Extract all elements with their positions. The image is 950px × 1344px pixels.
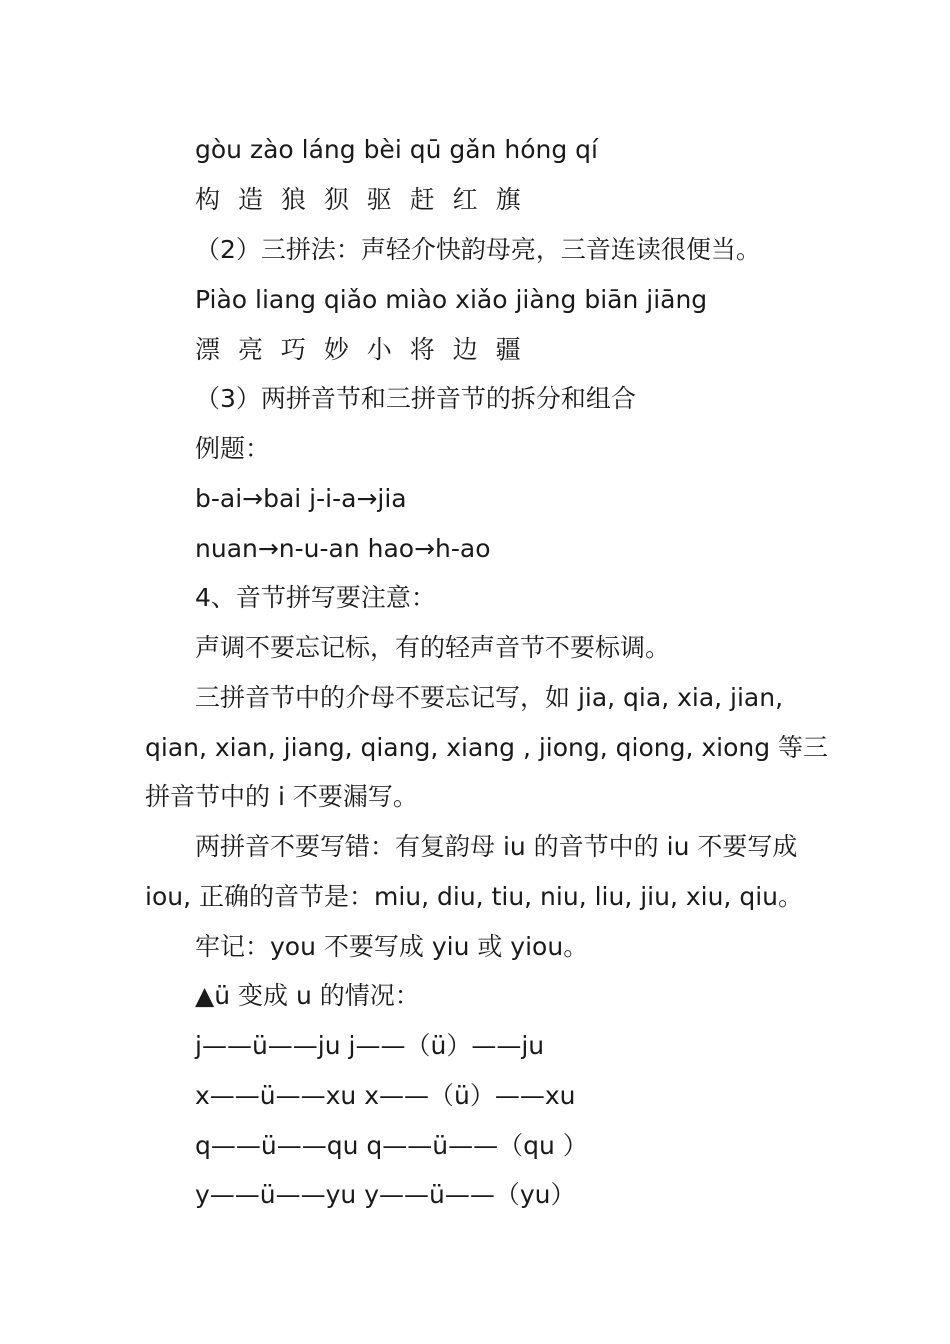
paragraph-iu-line-1: 两拼音不要写错：有复韵母 iu 的音节中的 iu 不要写成 bbox=[195, 832, 798, 861]
paragraph-medial-line-2: qian, xian, jiang, qiang, xiang , jiong, qiong, xiong 等三 bbox=[145, 733, 829, 762]
section-heading-2: （2）三拼法：声轻介快韵母亮，三音连读很便当。 bbox=[195, 235, 761, 264]
paragraph-medial-line-1: 三拼音节中的介母不要忘记写，如 jia, qia, xia, jian, bbox=[195, 683, 784, 712]
hanzi-line-2: 漂 亮 巧 妙 小 将 边 疆 bbox=[195, 335, 526, 364]
u-umlaut-heading: ▲ü 变成 u 的情况： bbox=[195, 981, 420, 1010]
paragraph-tone-rule: 声调不要忘记标，有的轻声音节不要标调。 bbox=[195, 633, 671, 662]
u-umlaut-row-j: j——ü——ju j——（ü）——ju bbox=[195, 1031, 545, 1060]
example-line-1: b-ai→bai j-i-a→jia bbox=[195, 484, 407, 513]
pinyin-line-2: Piào liang qiǎo miào xiǎo jiàng biān jiāng bbox=[195, 285, 708, 314]
example-line-2: nuan→n-u-an hao→h-ao bbox=[195, 534, 491, 563]
paragraph-medial-line-3: 拼音节中的 i 不要漏写。 bbox=[145, 782, 418, 811]
paragraph-you-rule: 牢记：you 不要写成 yiu 或 yiou。 bbox=[195, 932, 589, 961]
paragraph-iu-line-2: iou, 正确的音节是：miu, diu, tiu, niu, liu, jiu, xiu, qiu。 bbox=[145, 882, 803, 911]
hanzi-line-1: 构 造 狼 狈 驱 赶 红 旗 bbox=[195, 185, 526, 214]
u-umlaut-row-x: x——ü——xu x——（ü）——xu bbox=[195, 1081, 576, 1110]
u-umlaut-row-y: y——ü——yu y——ü——（yu） bbox=[195, 1180, 576, 1209]
pinyin-line-1: gòu zào láng bèi qū gǎn hóng qí bbox=[195, 135, 598, 164]
section-heading-3: （3）两拼音节和三拼音节的拆分和组合 bbox=[195, 384, 636, 413]
u-umlaut-row-q: q——ü——qu q——ü——（qu ） bbox=[195, 1131, 588, 1160]
section-heading-4: 4、音节拼写要注意： bbox=[195, 583, 436, 612]
example-label: 例题： bbox=[195, 434, 271, 463]
